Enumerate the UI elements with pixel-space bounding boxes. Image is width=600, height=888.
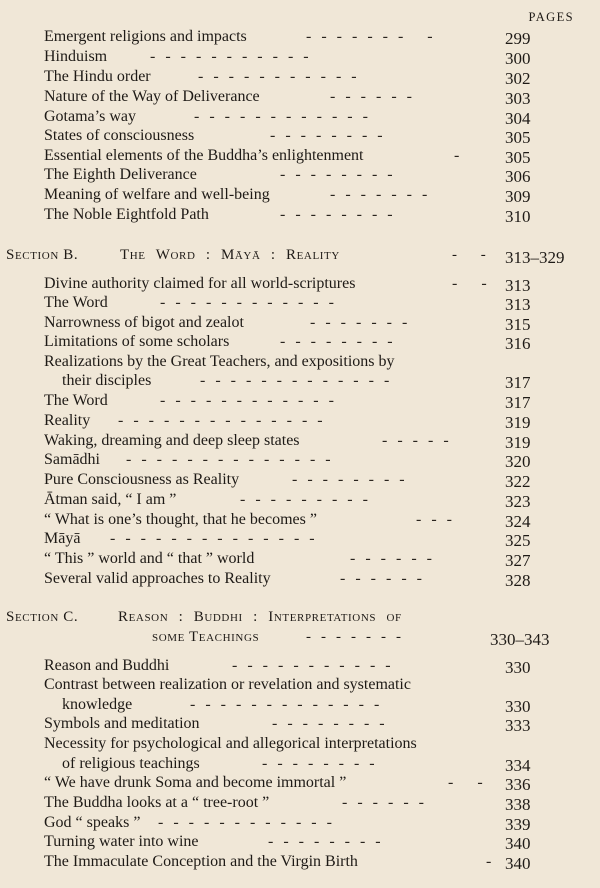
entry-title: Samādhi	[44, 451, 100, 468]
toc-entry	[0, 568, 600, 590]
entry-title: The Noble Eightfold Path	[44, 206, 209, 223]
toc-entry	[0, 292, 600, 314]
toc-entry	[0, 184, 600, 206]
section-pages: 313–329	[505, 248, 565, 267]
entry-title: Pure Consciousness as Reality	[44, 471, 240, 488]
entry-page: 324	[505, 512, 531, 531]
toc-entry	[0, 713, 600, 735]
toc-entry	[0, 26, 600, 48]
toc-entry	[0, 66, 600, 88]
entry-page: 304	[505, 109, 531, 128]
leader-dots: -----------	[198, 68, 367, 85]
toc-entry	[0, 548, 600, 570]
leader-dots: - -	[452, 247, 496, 263]
leader-dots: -----	[382, 432, 459, 449]
leader-dots: --------	[272, 715, 395, 732]
entry-title: “ We have drunk Soma and become immortal ”	[44, 774, 347, 791]
entry-page: 305	[505, 148, 531, 167]
section-title: The Word : Māyā : Reality	[120, 247, 340, 263]
entry-page: 327	[505, 551, 531, 570]
entry-title: Limitations of some scholars	[44, 333, 230, 350]
entry-title: Māyā	[44, 530, 81, 547]
entry-title: Divine authority claimed for all world-scriptures	[44, 275, 356, 292]
section-label: Section B.	[6, 247, 79, 263]
toc-entry	[0, 204, 600, 226]
leader-dots: -----------	[150, 48, 319, 65]
entry-page: 309	[505, 187, 531, 206]
entry-title: Hinduism	[44, 48, 108, 65]
pages-column-header: PAGES	[528, 10, 574, 24]
leader-dots: --------	[280, 166, 403, 183]
entry-page: 334	[505, 756, 531, 775]
entry-page: 322	[505, 472, 531, 491]
section-c-heading-line2	[0, 626, 600, 648]
entry-title: Necessity for psychological and allegorical interpretations	[44, 735, 417, 752]
leader-dots: ------------	[160, 294, 344, 311]
leader-dots: --------------	[110, 530, 325, 547]
entry-title: Meaning of welfare and well-being	[44, 186, 270, 203]
leader-dots: -------------	[200, 372, 400, 389]
leader-dots: --------	[268, 833, 391, 850]
toc-entry	[0, 164, 600, 186]
toc-entry	[0, 370, 600, 392]
entry-page: 317	[505, 393, 531, 412]
entry-title: The Word	[44, 392, 108, 409]
section-title-line1: Reason : Buddhi : Interpretations of	[118, 609, 402, 625]
leader-dots: --------------	[126, 451, 341, 468]
section-label: Section C.	[6, 609, 79, 625]
toc-entry	[0, 733, 600, 755]
section-pages: 330–343	[490, 630, 550, 649]
entry-page: 313	[505, 276, 531, 295]
leader-dots: - -	[448, 774, 493, 791]
toc-entry	[0, 46, 600, 68]
leader-dots: -------	[310, 314, 418, 331]
entry-page: 323	[505, 492, 531, 511]
entry-title: Nature of the Way of Deliverance	[44, 88, 260, 105]
leader-dots: ------	[330, 88, 422, 105]
entry-title: Emergent religions and impacts	[44, 28, 247, 45]
entry-page: 315	[505, 315, 531, 334]
entry-title: Narrowness of bigot and zealot	[44, 314, 244, 331]
entry-title: Contrast between realization or revelation and systematic	[44, 676, 411, 693]
entry-page: 330	[505, 658, 531, 677]
leader-dots: ------------	[160, 392, 344, 409]
entry-title: Ātman said, “ I am ”	[44, 491, 177, 508]
toc-entry	[0, 489, 600, 511]
leader-dots: ------	[342, 794, 434, 811]
entry-page: 319	[505, 413, 531, 432]
toc-entry	[0, 674, 600, 696]
toc-entry	[0, 469, 600, 491]
entry-page: 317	[505, 373, 531, 392]
leader-dots: -	[486, 853, 502, 870]
toc-entry	[0, 86, 600, 108]
leader-dots: ------------	[194, 108, 378, 125]
entry-title: God “ speaks ”	[44, 814, 141, 831]
entry-page: 316	[505, 334, 531, 353]
entry-title: Realizations by the Great Teachers, and expositions by	[44, 353, 395, 370]
toc-entry	[0, 851, 600, 873]
leader-dots: --------	[262, 755, 385, 772]
leader-dots: -	[454, 147, 470, 164]
toc-entry	[0, 449, 600, 471]
entry-page: 310	[505, 207, 531, 226]
entry-title: States of consciousness	[44, 127, 195, 144]
leader-dots: --------	[280, 206, 403, 223]
toc-entry	[0, 528, 600, 550]
entry-title: Symbols and meditation	[44, 715, 200, 732]
entry-page: 330	[505, 697, 531, 716]
entry-title: The Immaculate Conception and the Virgin Birth	[44, 853, 358, 870]
entry-page: 338	[505, 795, 531, 814]
entry-page: 305	[505, 128, 531, 147]
entry-title: Gotama’s way	[44, 108, 136, 125]
leader-dots: -------	[306, 629, 411, 645]
leader-dots: -------	[330, 186, 438, 203]
entry-title: Waking, dreaming and deep sleep states	[44, 432, 300, 449]
toc-entry	[0, 331, 600, 353]
leader-dots: --------	[280, 333, 403, 350]
entry-page: 303	[505, 89, 531, 108]
leader-dots: -------------	[190, 696, 390, 713]
entry-title: The Word	[44, 294, 108, 311]
leader-dots: ------	[350, 550, 442, 567]
toc-entry	[0, 831, 600, 853]
entry-title: Reality	[44, 412, 91, 429]
leader-dots: -----------	[232, 657, 401, 674]
leader-dots: --------------	[118, 412, 333, 429]
leader-dots: - -	[452, 275, 497, 292]
leader-dots: ------	[340, 570, 432, 587]
toc-entry	[0, 772, 600, 794]
entry-title: Reason and Buddhi	[44, 657, 170, 674]
toc-entry	[0, 792, 600, 814]
leader-dots: ------------	[158, 814, 342, 831]
leader-dots: ---	[416, 511, 462, 528]
entry-page: 325	[505, 531, 531, 550]
entry-title: Turning water into wine	[44, 833, 199, 850]
entry-page: 320	[505, 452, 531, 471]
entry-page: 313	[505, 295, 531, 314]
entry-page: 336	[505, 775, 531, 794]
leader-dots: --------	[270, 127, 393, 144]
entry-title: of religious teachings	[62, 755, 200, 772]
toc-entry	[0, 390, 600, 412]
entry-title: Essential elements of the Buddha’s enlightenment	[44, 147, 364, 164]
leader-dots: ------- -	[306, 28, 443, 45]
entry-page: 328	[505, 571, 531, 590]
entry-page: 340	[505, 834, 531, 853]
entry-title: The Hindu order	[44, 68, 151, 85]
entry-title: Several valid approaches to Reality	[44, 570, 271, 587]
entry-title: “ This ” world and “ that ” world	[44, 550, 255, 567]
entry-page: 299	[505, 29, 531, 48]
leader-dots: ---------	[240, 491, 378, 508]
entry-title: knowledge	[62, 696, 133, 713]
section-b-heading	[0, 244, 600, 266]
section-title-line2: some Teachings	[152, 629, 260, 645]
entry-title: The Eighth Deliverance	[44, 166, 197, 183]
entry-page: 340	[505, 854, 531, 873]
toc-entry	[0, 410, 600, 432]
entry-page: 339	[505, 815, 531, 834]
entry-page: 319	[505, 433, 531, 452]
toc-entry	[0, 125, 600, 147]
entry-page: 302	[505, 69, 531, 88]
entry-title: The Buddha looks at a “ tree-root ”	[44, 794, 270, 811]
entry-page: 333	[505, 716, 531, 735]
entry-page: 306	[505, 167, 531, 186]
entry-title: “ What is one’s thought, that he becomes ”	[44, 511, 317, 528]
leader-dots: --------	[292, 471, 415, 488]
entry-page: 300	[505, 49, 531, 68]
entry-title: their disciples	[62, 372, 152, 389]
section-c-heading	[0, 606, 600, 628]
